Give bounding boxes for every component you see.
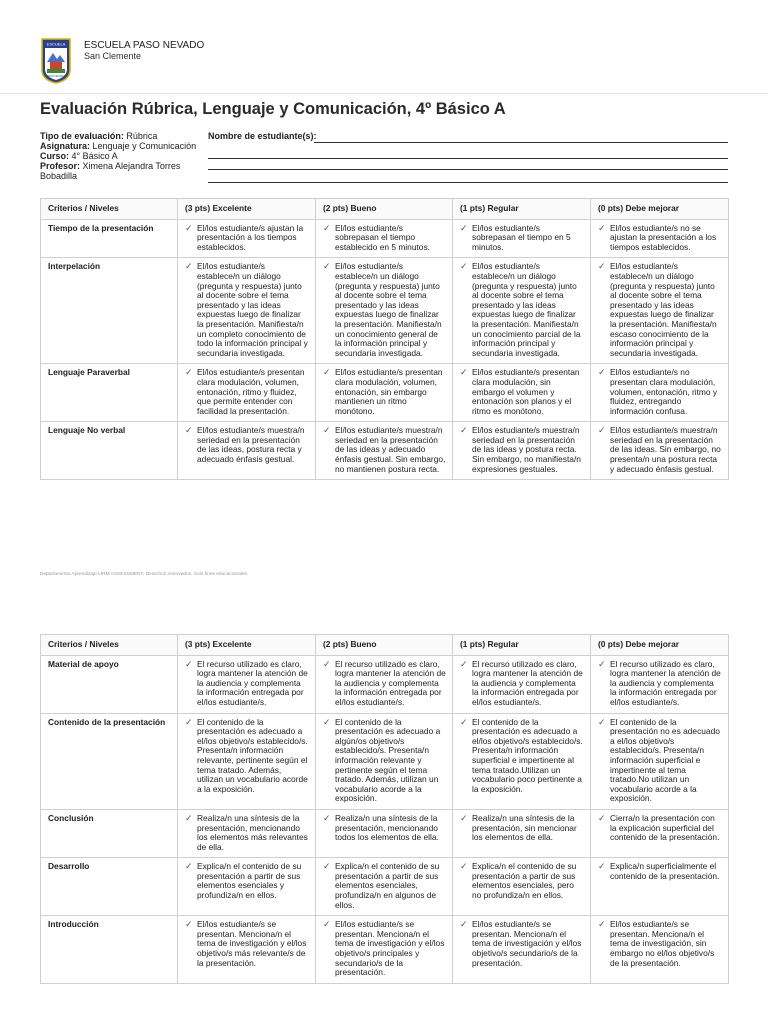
tipo-label: Tipo de evaluación: — [40, 131, 124, 141]
checkmark-icon: ✓ — [323, 812, 331, 823]
checkmark-icon: ✓ — [460, 716, 468, 727]
checkmark-icon: ✓ — [598, 222, 606, 233]
checkmark-icon: ✓ — [185, 861, 193, 872]
rubric-cell — [316, 858, 453, 916]
checkmark-icon: ✓ — [185, 716, 193, 727]
rubric-cell-text: Explica/n el contenido de su presentación a partir de sus elementos esenciales, pero no profundiza/n en ellos. — [472, 861, 577, 901]
table-row — [41, 858, 729, 916]
rubric-cell — [591, 219, 729, 258]
rubric-cell — [316, 916, 453, 984]
rubric-cell — [591, 655, 729, 713]
curso-label: Curso: — [40, 151, 69, 161]
rubric-cell-text: El/los estudiante/s muestra/n seriedad en la presentación de las ideas. Sin embargo, no presenta/n una postura recta y adecuado énfasis gestual. — [610, 425, 721, 474]
student-name-line[interactable] — [208, 169, 728, 170]
checkmark-icon: ✓ — [323, 222, 331, 233]
logo-text-top: ESCUELA — [46, 41, 66, 47]
student-name-line[interactable] — [208, 158, 728, 159]
table-row — [41, 916, 729, 984]
column-header: (3 pts) Excelente — [178, 635, 316, 656]
rubric-cell-text: El/los estudiante/s muestra/n seriedad en la presentación de las ideas y postura recta. Sin embargo, no manifiesta/n expresiones gestuales. — [472, 425, 581, 474]
column-header: (1 pts) Regular — [453, 635, 591, 656]
rubric-cell — [178, 364, 316, 422]
table-row — [41, 422, 729, 480]
rubric-cell-text: El contenido de la presentación es adecuado a el/los objetivo/s establecido/s. Presenta/n información relevante, pertinente según el tema tratado. Además, utilizan un vocabulario acorde a la exposición. — [197, 716, 308, 794]
rubric-cell-text: El contenido de la presentación es adecuado a algún/os objetivo/s establecido/s. Presenta/n información relevante y pertinente según el tema tratado. Además, utilizan un vocabulario acorde a la exposición. — [335, 716, 441, 804]
checkmark-icon: ✓ — [185, 658, 193, 669]
profesor-label: Profesor: — [40, 161, 81, 171]
rubric-cell — [316, 364, 453, 422]
rubric-cell-text: El contenido de la presentación es adecuado a el/los objetivo/s establecido/s. Presenta/n información superficial e impertinente al tema tratado.Utilizan un vocabulario poco pertinente a la exposición. — [472, 716, 583, 794]
criterion-label: Conclusión — [41, 809, 178, 857]
rubric-cell — [316, 422, 453, 480]
student-name-line[interactable] — [208, 182, 728, 183]
rubric-cell-text: Realiza/n una síntesis de la presentación, sin mencionar los elementos de ella. — [472, 812, 577, 843]
checkmark-icon: ✓ — [323, 716, 331, 727]
checkmark-icon: ✓ — [598, 812, 606, 823]
column-header: Criterios / Niveles — [41, 635, 178, 656]
rubric-cell-text: El/los estudiante/s establece/n un diálogo (pregunta y respuesta) junto al docente sobre el tema presentado y las ideas expuestas luego de finalizar la presentación. Manifiesta/n un conocimiento parcial de la información principal y secundaria investigada. — [472, 261, 581, 358]
rubric-cell-text: El/los estudiante/s se presentan. Menciona/n el tema de investigación y el/los objetivo/s más relevante/s de la presentación. — [197, 919, 307, 968]
column-header: (3 pts) Excelente — [178, 199, 316, 220]
table-row — [41, 809, 729, 857]
page-title: Evaluación Rúbrica, Lenguaje y Comunicación, 4º Básico A — [40, 100, 506, 118]
rubric-cell-text: El recurso utilizado es claro, logra mantener la atención de la audiencia y complementa la información entregada por el/los estudiante/s. — [197, 658, 308, 707]
rubric-cell-text: Realiza/n una síntesis de la presentación, mencionando todos los elementos de ella. — [335, 812, 439, 843]
rubric-cell-text: El recurso utilizado es claro, logra mantener la atención de la audiencia y complementa la información entregada por el/los estudiante/s. — [472, 658, 583, 707]
rubric-cell — [178, 655, 316, 713]
school-logo — [41, 38, 71, 84]
column-header: (2 pts) Bueno — [316, 199, 453, 220]
rubric-cell — [178, 219, 316, 258]
checkmark-icon: ✓ — [598, 861, 606, 872]
asignatura-value: Lenguaje y Comunicación — [92, 141, 197, 151]
column-header: (1 pts) Regular — [453, 199, 591, 220]
rubric-cell — [591, 916, 729, 984]
criterion-label: Lenguaje Paraverbal — [41, 364, 178, 422]
checkmark-icon: ✓ — [323, 425, 331, 436]
rubric-cell — [453, 809, 591, 857]
rubric-cell-text: El/los estudiante/s sobrepasan el tiempo establecido en 5 minutos. — [335, 222, 430, 252]
rubric-cell-text: El/los estudiante/s muestra/n seriedad en la presentación de las ideas y adecuado énfasis gestual. Sin embargo, no mantienen postura recta. — [335, 425, 446, 474]
rubric-cell-text: El/los estudiante/s muestra/n seriedad en la presentación de las ideas, postura recta y adecuado énfasis gestual. — [197, 425, 305, 465]
checkmark-icon: ✓ — [185, 222, 193, 233]
table-row — [41, 258, 729, 364]
rubric-cell-text: El/los estudiante/s se presentan. Menciona/n el tema de investigación, sin embargo no el/los objetivo/s de la presentación. — [610, 919, 715, 968]
tipo-value: Rúbrica — [126, 131, 158, 141]
rubric-cell — [591, 809, 729, 857]
checkmark-icon: ✓ — [460, 261, 468, 272]
criterion-label: Lenguaje No verbal — [41, 422, 178, 480]
rubric-cell-text: El/los estudiante/s no presentan clara modulación, volumen, entonación, ritmo y fluidez, entregando información confusa. — [610, 367, 718, 416]
rubric-cell-text: El/los estudiante/s presentan clara modulación, sin embargo el volumen y entonación son planos y el ritmo es monótono. — [472, 367, 580, 416]
checkmark-icon: ✓ — [598, 716, 606, 727]
logo-text-bottom: PASO NEVADO — [46, 75, 66, 78]
checkmark-icon: ✓ — [323, 919, 331, 930]
criterion-label: Interpelación — [41, 258, 178, 364]
rubric-cell-text: El recurso utilizado es claro, logra mantener la atención de la audiencia y complementa la información entregada por el/los estudiante/s. — [335, 658, 446, 707]
rubric-cell-text: Explica/n el contenido de su presentación a partir de sus elementos esenciales y profundiza/n en ellos. — [197, 861, 302, 901]
checkmark-icon: ✓ — [460, 919, 468, 930]
student-name-label: Nombre de estudiante(s): — [208, 131, 317, 141]
checkmark-icon: ✓ — [185, 261, 193, 272]
profesor-value: Ximena Alejandra Torres Bobadilla — [40, 161, 181, 181]
criterion-label: Material de apoyo — [41, 655, 178, 713]
criterion-label: Introducción — [41, 916, 178, 984]
school-header — [41, 38, 204, 84]
checkmark-icon: ✓ — [460, 367, 468, 378]
rubric-cell — [178, 858, 316, 916]
table-row — [41, 219, 729, 258]
rubric-cell — [453, 258, 591, 364]
rubric-cell-text: El/los estudiante/s no se ajustan la presentación a los tiempos establecidos. — [610, 222, 717, 252]
rubric-cell-text: El/los estudiante/s establece/n un diálogo (pregunta y respuesta) junto al docente sobre el tema presentado y las ideas expuestas luego de finalizar la presentación. Manifiesta/n un completo conocimiento de todo la información principal y secundaria investigada. — [197, 261, 308, 358]
rubric-cell — [316, 655, 453, 713]
rubric-cell-text: Cierra/n la presentación con la explicación superficial del contenido de la presentación. — [610, 812, 720, 843]
rubric-cell-text: Realiza/n una síntesis de la presentación, mencionando los elementos más relevantes de ella. — [197, 812, 308, 852]
rubric-cell — [316, 713, 453, 809]
rubric-cell — [453, 422, 591, 480]
student-name-line[interactable] — [314, 142, 728, 143]
checkmark-icon: ✓ — [460, 812, 468, 823]
checkmark-icon: ✓ — [185, 425, 193, 436]
criterion-label: Contenido de la presentación — [41, 713, 178, 809]
checkmark-icon: ✓ — [323, 861, 331, 872]
checkmark-icon: ✓ — [460, 425, 468, 436]
footer-note: Departamento Aprendizaje LIRM ASSESSMENT. Derechos reservados. Solo fines educacionales. — [40, 572, 249, 577]
checkmark-icon: ✓ — [598, 261, 606, 272]
rubric-cell — [453, 219, 591, 258]
rubric-cell-text: El/los estudiante/s ajustan la presentación a los tiempos establecidos. — [197, 222, 304, 252]
rubric-cell-text: El contenido de la presentación no es adecuado a el/los objetivo/s establecido/s. Presenta/n información superficial e impertinente al tema tratado.No utilizan un vocabulario acorde a la exposición. — [610, 716, 720, 804]
student-name-block — [208, 131, 728, 141]
curso-value: 4° Básico A — [71, 151, 118, 161]
checkmark-icon: ✓ — [598, 367, 606, 378]
rubric-cell — [316, 809, 453, 857]
checkmark-icon: ✓ — [460, 658, 468, 669]
rubric-cell-text: El/los estudiante/s se presentan. Menciona/n el tema de investigación y el/los objetivo/s secundario/s de la presentación. — [472, 919, 582, 968]
checkmark-icon: ✓ — [460, 861, 468, 872]
table-row — [41, 364, 729, 422]
checkmark-icon: ✓ — [598, 919, 606, 930]
rubric-cell — [178, 916, 316, 984]
rubric-cell-text: El/los estudiante/s establece/n un diálogo (pregunta y respuesta) junto al docente sobre el tema presentado y las ideas expuestas luego de finalizar la presentación. Manifiesta/n escaso conocimiento de la información principal y secundaria investigada. — [610, 261, 717, 358]
rubric-cell — [178, 809, 316, 857]
rubric-cell — [591, 858, 729, 916]
rubric-table-1 — [40, 198, 729, 480]
rubric-cell — [591, 364, 729, 422]
column-header: Criterios / Niveles — [41, 199, 178, 220]
rubric-cell — [178, 713, 316, 809]
column-header: (2 pts) Bueno — [316, 635, 453, 656]
rubric-cell — [591, 422, 729, 480]
rubric-cell-text: El/los estudiante/s se presentan. Menciona/n el tema de investigación y el/los objetivo/s principales y secundario/s de la presentación. — [335, 919, 445, 978]
criterion-label: Desarrollo — [41, 858, 178, 916]
school-city: San Clemente — [84, 51, 142, 61]
checkmark-icon: ✓ — [323, 261, 331, 272]
rubric-cell — [178, 258, 316, 364]
rubric-cell-text: El/los estudiante/s presentan clara modulación, volumen, entonación, ritmo y fluidez, que permite entender con facilidad la presentación. — [197, 367, 305, 416]
rubric-cell-text: El recurso utilizado es claro, logra mantener la atención de la audiencia y complementa la información entregada por el/los estudiante/s. — [610, 658, 721, 707]
rubric-cell — [453, 858, 591, 916]
rubric-cell — [316, 219, 453, 258]
checkmark-icon: ✓ — [598, 658, 606, 669]
rubric-cell-text: El/los estudiante/s establece/n un diálogo (pregunta y respuesta) junto al docente sobre el tema presentado y las ideas expuestas luego de finalizar la presentación. Manifiesta/n un conocimiento general de la información principal y secundaria investigada. — [335, 261, 442, 358]
rubric-cell-text: Explica/n el contenido de su presentación a partir de sus elementos esenciales, profundiza/n en algunos de ellos. — [335, 861, 440, 910]
rubric-cell — [453, 916, 591, 984]
column-header: (0 pts) Debe mejorar — [591, 635, 729, 656]
checkmark-icon: ✓ — [598, 425, 606, 436]
rubric-cell — [453, 364, 591, 422]
criterion-label: Tiempo de la presentación — [41, 219, 178, 258]
rubric-cell-text: El/los estudiante/s sobrepasan el tiempo en 5 minutos. — [472, 222, 571, 252]
rubric-cell — [591, 713, 729, 809]
checkmark-icon: ✓ — [460, 222, 468, 233]
rubric-cell — [453, 655, 591, 713]
rubric-cell-text: El/los estudiante/s presentan clara modulación, volumen, entonación, sin embargo mantienen un ritmo monótono. — [335, 367, 443, 416]
checkmark-icon: ✓ — [185, 812, 193, 823]
rubric-cell — [591, 258, 729, 364]
header-divider — [0, 93, 768, 94]
school-name: ESCUELA PASO NEVADO — [84, 40, 205, 51]
checkmark-icon: ✓ — [323, 367, 331, 378]
checkmark-icon: ✓ — [185, 919, 193, 930]
rubric-cell-text: Explica/n superficialmente el contenido de la presentación. — [610, 861, 720, 881]
table-row — [41, 713, 729, 809]
rubric-cell — [178, 422, 316, 480]
rubric-table-2 — [40, 634, 729, 984]
asignatura-label: Asignatura: — [40, 141, 91, 151]
column-header: (0 pts) Debe mejorar — [591, 199, 729, 220]
table-row — [41, 655, 729, 713]
rubric-cell — [316, 258, 453, 364]
checkmark-icon: ✓ — [323, 658, 331, 669]
rubric-cell — [453, 713, 591, 809]
checkmark-icon: ✓ — [185, 367, 193, 378]
evaluation-meta — [40, 131, 212, 181]
